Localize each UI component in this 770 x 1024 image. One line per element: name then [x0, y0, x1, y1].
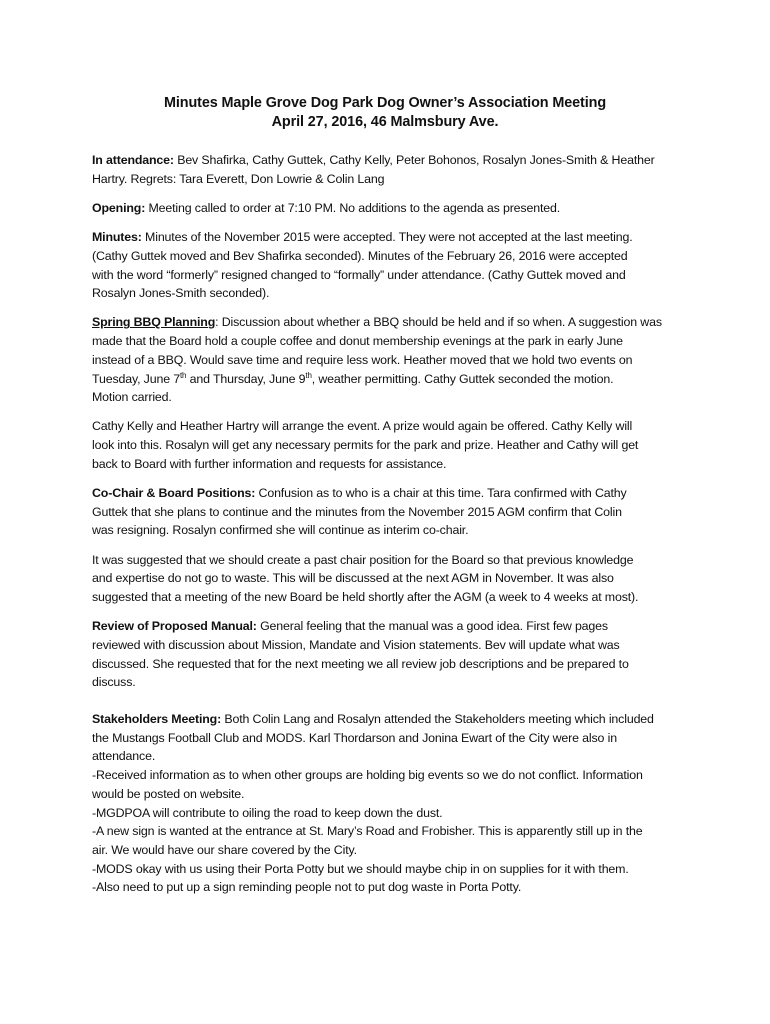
- ordinal-suffix: th: [179, 370, 187, 380]
- attendance-label: In attendance:: [92, 153, 174, 167]
- cochair-text: was resigning. Rosalyn confirmed she will continue as interim co-chair.: [92, 523, 469, 538]
- minutes-body: [92, 151, 692, 908]
- past-chair-text: It was suggested that we should create a past chair position for the Board so that previous knowledge: [92, 552, 634, 567]
- stakeholders-item: -Also need to put up a sign reminding people not to put dog waste in Porta Potty.: [92, 880, 522, 895]
- minutes-text: (Cathy Guttek moved and Bev Shafirka seconded). Minutes of the February 26, 2016 were accepted: [92, 248, 628, 263]
- bbq-text: and Thursday, June 9: [186, 371, 306, 386]
- attendance-text: Bev Shafirka, Cathy Guttek, Cathy Kelly, Peter Bohonos, Rosalyn Jones-Smith & Heather: [173, 153, 655, 167]
- cochair-text: Confusion as to who is a chair at this time. Tara confirmed with Cathy: [255, 486, 627, 501]
- manual-text: General feeling that the manual was a good idea. First few pages: [256, 619, 608, 634]
- stakeholders-label: Stakeholders Meeting:: [92, 712, 222, 727]
- past-chair-text: suggested that a meeting of the new Board be held shortly after the AGM (a week to 4 weeks at most).: [92, 590, 639, 605]
- bbq-text: : Discussion about whether a BBQ should be held and if so when. A suggestion was: [215, 315, 662, 330]
- bbq-followup-text: look into this. Rosalyn will get any necessary permits for the park and prize. Heather and Cathy will get: [92, 438, 639, 453]
- stakeholders-item: would be posted on website.: [92, 786, 245, 801]
- bbq-label: Spring BBQ Planning: [92, 315, 216, 330]
- past-chair-section: [92, 551, 692, 607]
- minutes-section: [92, 228, 692, 303]
- stakeholders-item: -MGDPOA will contribute to oiling the road to keep down the dust.: [92, 805, 443, 820]
- stakeholders-item: -Received information as to when other groups are holding big events so we do not conflict. Information: [92, 768, 643, 783]
- cochair-section: [92, 484, 692, 540]
- stakeholders-text: attendance.: [92, 749, 156, 764]
- manual-text: reviewed with discussion about Mission, Mandate and Vision statements. Bev will update what was: [92, 637, 620, 652]
- bbq-section: [92, 313, 692, 407]
- bbq-followup-text: Cathy Kelly and Heather Hartry will arrange the event. A prize would again be offered. Cathy Kelly will: [92, 419, 633, 434]
- minutes-label: Minutes:: [92, 230, 142, 245]
- attendance-text: Hartry. Regrets: Tara Everett, Don Lowrie & Colin Lang: [92, 171, 385, 186]
- stakeholders-item: -MODS okay with us using their Porta Potty but we should maybe chip in on supplies for it with them.: [92, 861, 629, 876]
- minutes-text: Rosalyn Jones-Smith seconded).: [92, 286, 270, 301]
- bbq-text: Motion carried.: [92, 390, 172, 405]
- ordinal-suffix: th: [305, 370, 312, 380]
- cochair-label: Co-Chair & Board Positions:: [92, 486, 256, 501]
- stakeholders-item: -A new sign is wanted at the entrance at St. Mary’s Road and Frobisher. This is apparently still up in the: [92, 824, 643, 839]
- cochair-text: Guttek that she plans to continue and the minutes from the November 2015 AGM confirm that Colin: [92, 504, 622, 519]
- document-title: [60, 94, 710, 132]
- bbq-followup-text: back to Board with further information and requests for assistance.: [92, 456, 447, 471]
- stakeholders-text: the Mustangs Football Club and MODS. Karl Thordarson and Jonina Ewart of the City were also in: [92, 730, 617, 745]
- bbq-text: Tuesday, June 7: [92, 371, 180, 386]
- stakeholders-section: [92, 710, 692, 897]
- manual-text: discuss.: [92, 675, 136, 690]
- bbq-text: instead of a BBQ. Would save time and require less work. Heather moved that we hold two events on: [92, 352, 633, 367]
- opening-section: [92, 199, 692, 218]
- past-chair-text: and expertise do not go to waste. This will be discussed at the next AGM in November. It was also: [92, 571, 614, 586]
- minutes-text: Minutes of the November 2015 were accepted. They were not accepted at the last meeting.: [141, 230, 633, 245]
- title-line-2: April 27, 2016, 46 Malmsbury Ave.: [271, 114, 499, 130]
- bbq-text: , weather permitting. Cathy Guttek seconded the motion.: [311, 371, 614, 386]
- bbq-followup-section: [92, 417, 692, 473]
- manual-text: discussed. She requested that for the next meeting we all review job descriptions and be prepared to: [92, 656, 629, 671]
- attendance-section: [92, 151, 692, 188]
- title-line-1: Minutes Maple Grove Dog Park Dog Owner’s Association Meeting: [163, 95, 607, 111]
- opening-text: Meeting called to order at 7:10 PM. No additions to the agenda as presented.: [145, 200, 561, 215]
- manual-label: Review of Proposed Manual:: [92, 619, 257, 634]
- minutes-text: with the word “formerly” resigned changed to “formally” under attendance. (Cathy Guttek moved and: [92, 267, 626, 282]
- stakeholders-item: air. We would have our share covered by the City.: [92, 843, 357, 857]
- opening-label: Opening:: [92, 200, 146, 215]
- stakeholders-text: Both Colin Lang and Rosalyn attended the Stakeholders meeting which included: [221, 712, 654, 727]
- manual-section: [92, 617, 692, 692]
- bbq-text: made that the Board hold a couple coffee and donut membership evenings at the park in early June: [92, 334, 623, 349]
